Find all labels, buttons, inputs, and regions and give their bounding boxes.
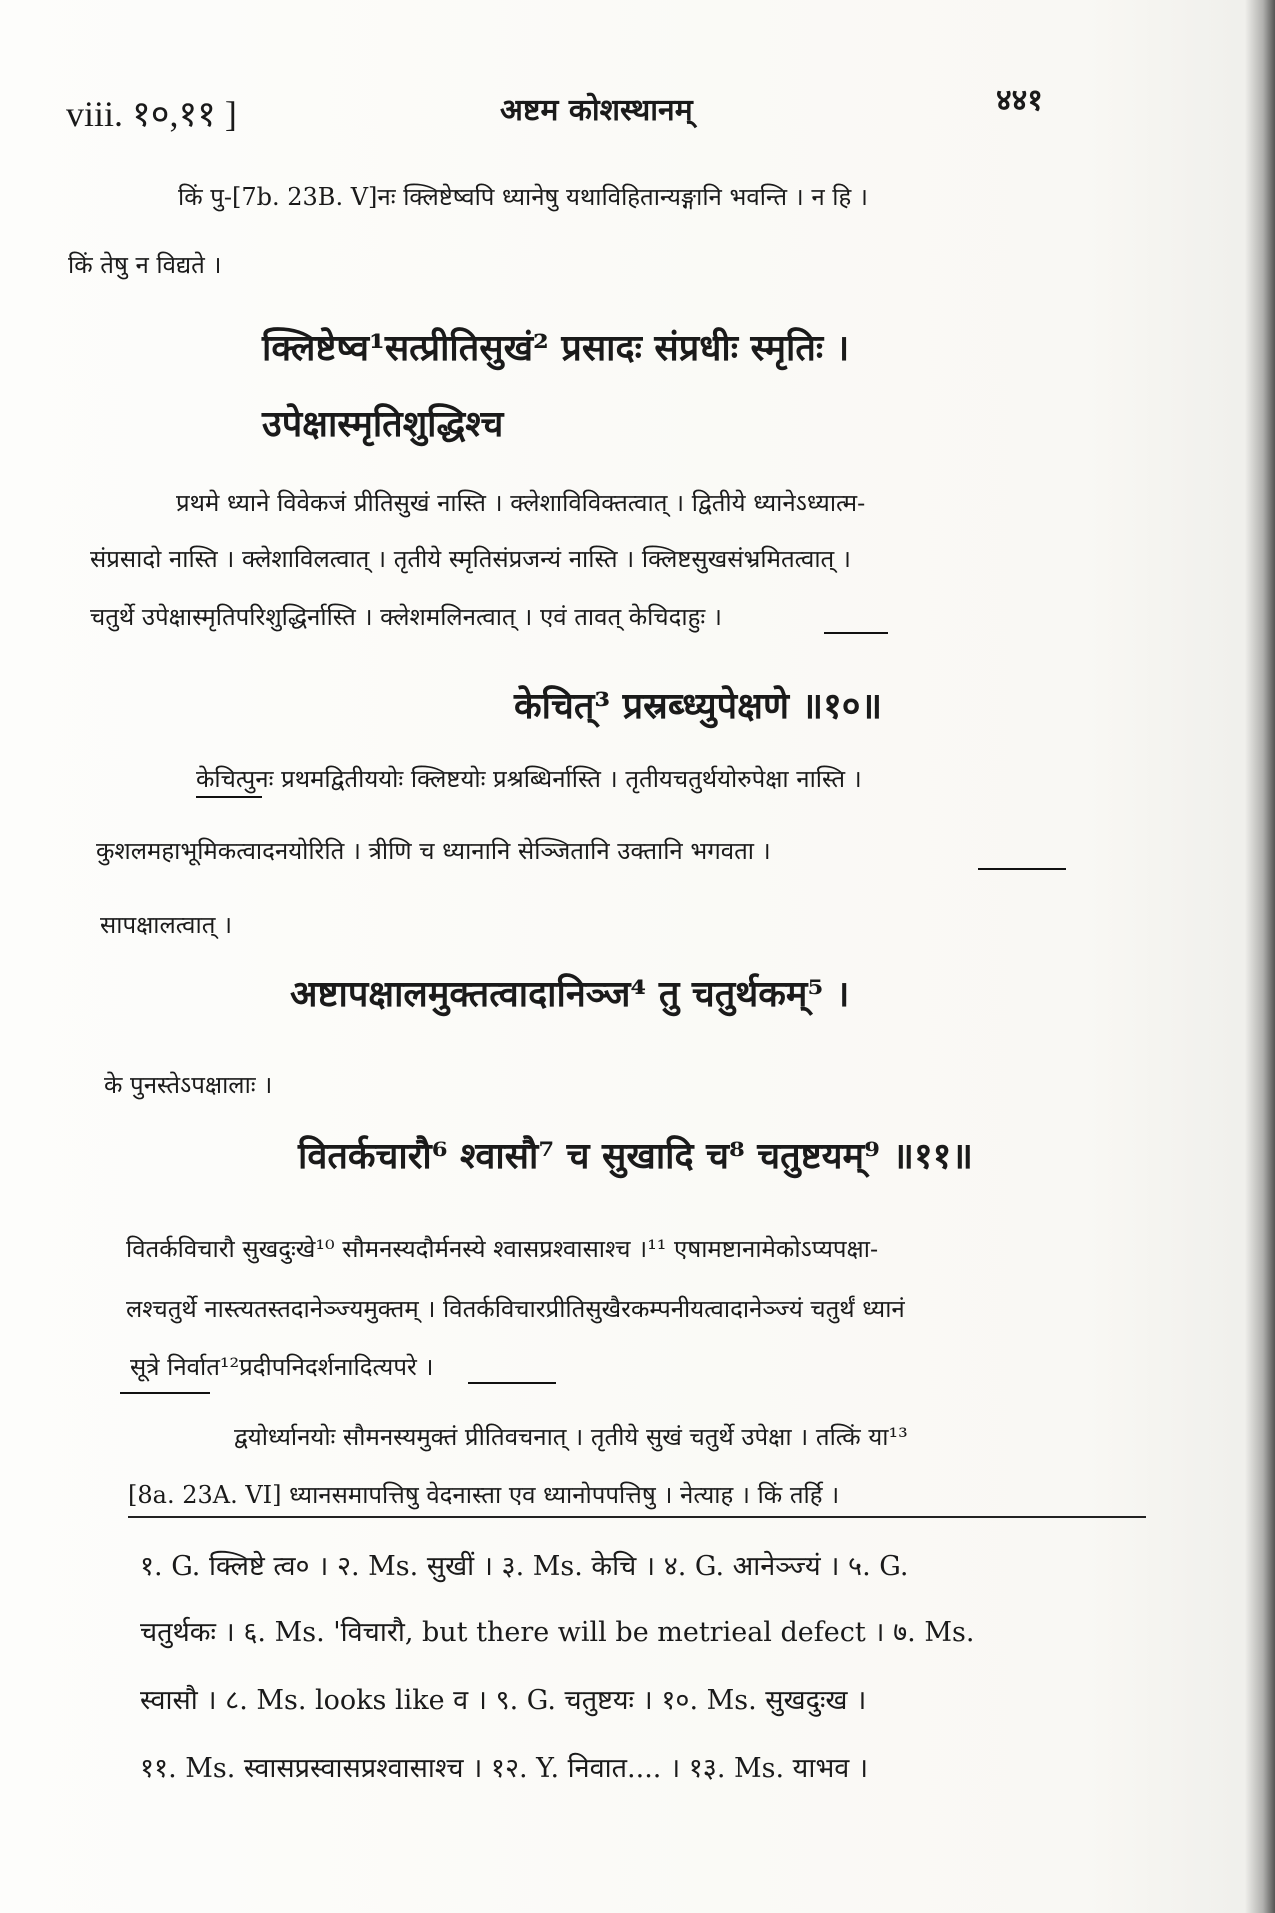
underline-mark — [120, 1392, 210, 1394]
footnote-line-1: १. G. क्लिष्टे त्व० । २. Ms. सुखीं । ३. Ms. केचि । ४. G. आनेञ्ज्यं । ५. G. — [140, 1551, 909, 1582]
verse-2: केचित्³ प्रस्रब्ध्युपेक्षणे ॥१०॥ — [514, 685, 883, 727]
body-line-1: किं पु-[7b. 23B. V]नः क्लिष्टेष्वपि ध्यानेषु यथाविहितान्यङ्गानि भवन्ति । न हि । — [178, 183, 868, 211]
underline-mark — [468, 1382, 556, 1384]
body-line-13: द्वयोर्ध्यानयोः सौमनस्यमुक्तं प्रीतिवचनात् । तृतीये सुखं चतुर्थे उपेक्षा । तत्किं या¹³ — [234, 1423, 908, 1451]
verse-3: अष्टापक्षालमुक्तत्वादानिञ्ज⁴ तु चतुर्थकम्⁵ । — [290, 973, 850, 1015]
page-edge-shadow — [1245, 0, 1275, 1913]
body-line-9: के पुनस्तेऽपक्षालाः । — [104, 1071, 273, 1099]
body-line-4: संप्रसादो नास्ति । क्लेशाविलत्वात् । तृतीये स्मृतिसंप्रजन्यं नास्ति । क्लिष्टसुखसंभ्रमितत्वात् । — [90, 545, 851, 573]
footnote-line-2: चतुर्थकः । ६. Ms. 'विचारौ, but there will be metrieal defect । ७. Ms. — [140, 1617, 975, 1648]
page-number: ४४१ — [996, 83, 1043, 118]
footnote-divider — [128, 1516, 1146, 1518]
body-line-2: किं तेषु न विद्यते । — [68, 251, 222, 279]
verse-1-line-2: उपेक्षास्मृतिशुद्धिश्च — [262, 403, 504, 445]
body-line-3: प्रथमे ध्याने विवेकजं प्रीतिसुखं नास्ति । क्लेशाविविक्तत्वात् । द्वितीये ध्यानेऽध्यात्म- — [176, 489, 866, 517]
body-line-6: केचित्पुनः प्रथमद्वितीययोः क्लिष्टयोः प्रश्रब्धिर्नास्ति । तृतीयचतुर्थयोरुपेक्षा नास्ति । — [196, 765, 862, 793]
underline-mark — [196, 796, 262, 798]
footnote-line-4: ११. Ms. स्वासप्रस्वासप्रश्वासाश्च । १२. Y. निवात.... । १३. Ms. याभव । — [140, 1753, 869, 1784]
body-line-8: सापक्षालत्वात् । — [100, 911, 233, 939]
verse-1-line-1: क्लिष्टेष्व¹सत्प्रीतिसुखं² प्रसादः संप्रधीः स्मृतिः । — [262, 327, 850, 369]
underline-mark — [824, 632, 888, 634]
underline-mark — [978, 868, 1066, 870]
footnote-line-3: स्वासौ । ८. Ms. looks like व । ९. G. चतुष्टयः । १०. Ms. सुखदुःख । — [140, 1685, 867, 1716]
chapter-reference: viii. १०,११ ] — [66, 94, 237, 134]
body-line-11: लश्चतुर्थे नास्त्यतस्तदानेञ्ज्यमुक्तम् । वितर्कविचारप्रीतिसुखैरकम्पनीयत्वादानेञ्ज्यं चतुर्थं ध्यानं — [126, 1295, 905, 1323]
body-line-5: चतुर्थे उपेक्षास्मृतिपरिशुद्धिर्नास्ति । क्लेशमलिनत्वात् । एवं तावत् केचिदाहुः । — [90, 603, 722, 631]
verse-4: वितर्कचारौ⁶ श्वासौ⁷ च सुखादि च⁸ चतुष्टयम्⁹ ॥११॥ — [298, 1135, 973, 1177]
running-title: अष्टम कोशस्थानम् — [500, 93, 693, 128]
body-line-7: कुशलमहाभूमिकत्वादनयोरिति । त्रीणि च ध्यानानि सेञ्जितानि उक्तानि भगवता । — [96, 837, 771, 865]
body-line-14: [8a. 23A. VI] ध्यानसमापत्तिषु वेदनास्ता एव ध्यानोपपत्तिषु । नेत्याह । किं तर्हि । — [128, 1481, 840, 1509]
body-line-10: वितर्कविचारौ सुखदुःखे¹⁰ सौमनस्यदौर्मनस्ये श्वासप्रश्वासाश्च ।¹¹ एषामष्टानामेकोऽप्यपक्षा- — [126, 1235, 879, 1263]
body-line-12: सूत्रे निर्वात¹²प्रदीपनिदर्शनादित्यपरे । — [130, 1353, 434, 1381]
